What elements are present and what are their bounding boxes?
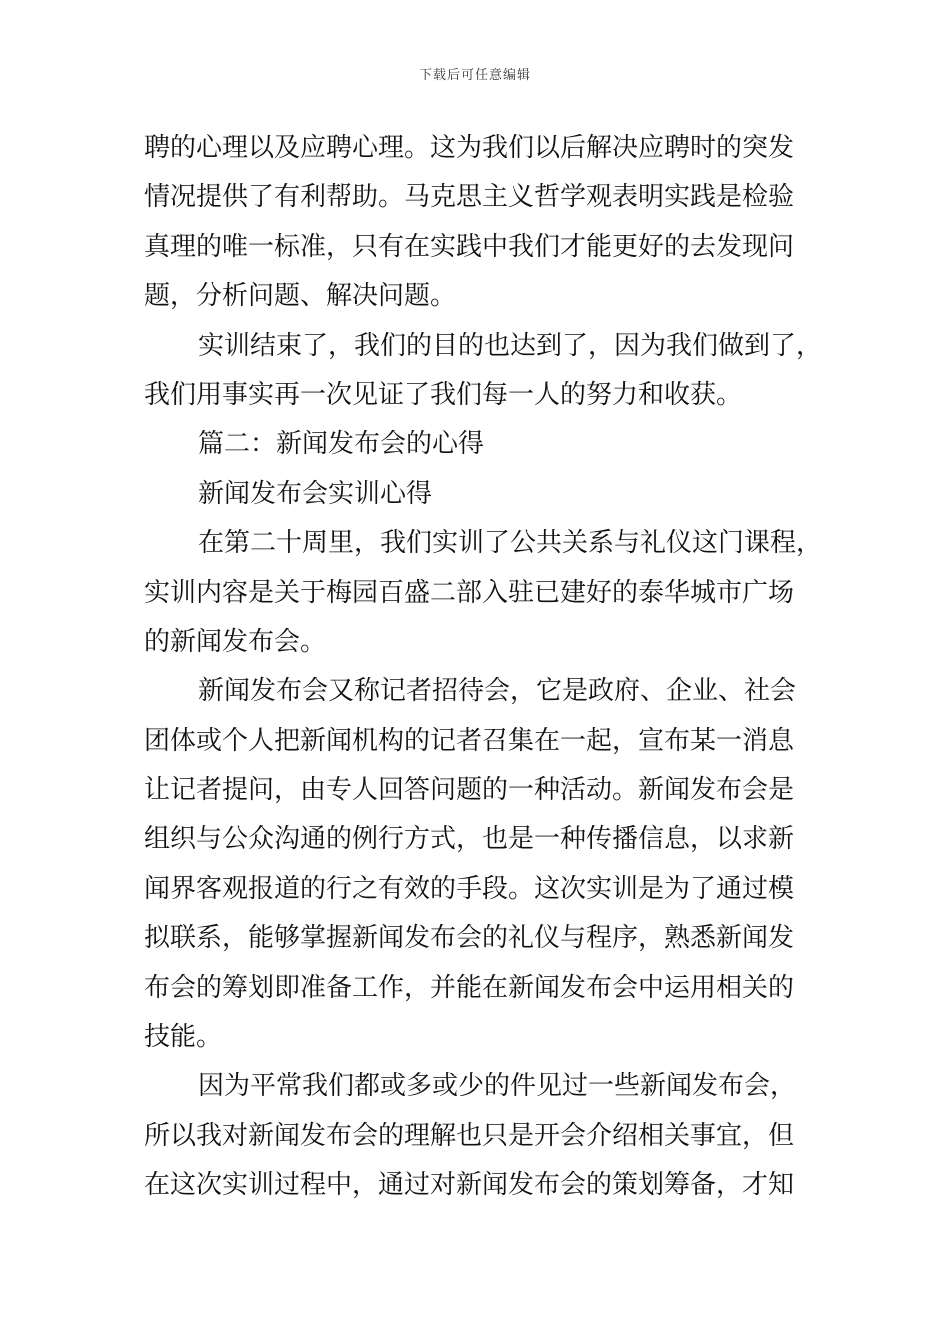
- document-body: [144, 124, 823, 1211]
- text-line: 拟联系，能够掌握新闻发布会的礼仪与程序，熟悉新闻发: [144, 923, 795, 954]
- text-line: 新闻发布会又称记者招待会，它是政府、企业、社会: [198, 676, 797, 707]
- page-header: 下载后可任意编辑: [418, 68, 531, 83]
- text-line: 闻界客观报道的行之有效的手段。这次实训是为了通过模: [144, 873, 795, 904]
- text-line: 的新闻发布会。: [144, 626, 327, 657]
- text-line: 所以我对新闻发布会的理解也只是开会介绍相关事宜，但: [144, 1120, 795, 1151]
- text-line: 在这次实训过程中，通过对新闻发布会的策划筹备，才知: [144, 1170, 795, 1201]
- text-line: 真理的唯一标准，只有在实践中我们才能更好的去发现问: [144, 231, 795, 262]
- text-line: 团体或个人把新闻机构的记者召集在一起，宣布某一消息: [144, 725, 795, 756]
- text-line: 题，分析问题、解决问题。: [144, 281, 457, 312]
- text-line: 因为平常我们都或多或少的件见过一些新闻发布会，: [198, 1071, 797, 1102]
- text-line: 实训结束了，我们的目的也达到了，因为我们做到了，: [198, 330, 823, 361]
- text-line: 聘的心理以及应聘心理。这为我们以后解决应聘时的突发: [144, 133, 795, 163]
- text-line: 技能。: [144, 1022, 223, 1053]
- text-line: 组织与公众沟通的例行方式，也是一种传播信息，以求新: [144, 824, 795, 855]
- section-subheading: 新闻发布会实训心得: [198, 478, 433, 509]
- text-line: 在第二十周里，我们实训了公共关系与礼仪这门课程，: [198, 528, 823, 559]
- text-line: 情况提供了有利帮助。马克思主义哲学观表明实践是检验: [144, 182, 795, 213]
- text-line: 让记者提问，由专人回答问题的一种活动。新闻发布会是: [144, 775, 795, 806]
- text-line: 布会的筹划即准备工作，并能在新闻发布会中运用相关的: [144, 972, 795, 1003]
- section-heading: 篇二：新闻发布会的心得: [198, 429, 485, 460]
- text-line: 我们用事实再一次见证了我们每一人的努力和收获。: [144, 379, 743, 410]
- text-line: 实训内容是关于梅园百盛二部入驻已建好的泰华城市广场: [144, 577, 795, 608]
